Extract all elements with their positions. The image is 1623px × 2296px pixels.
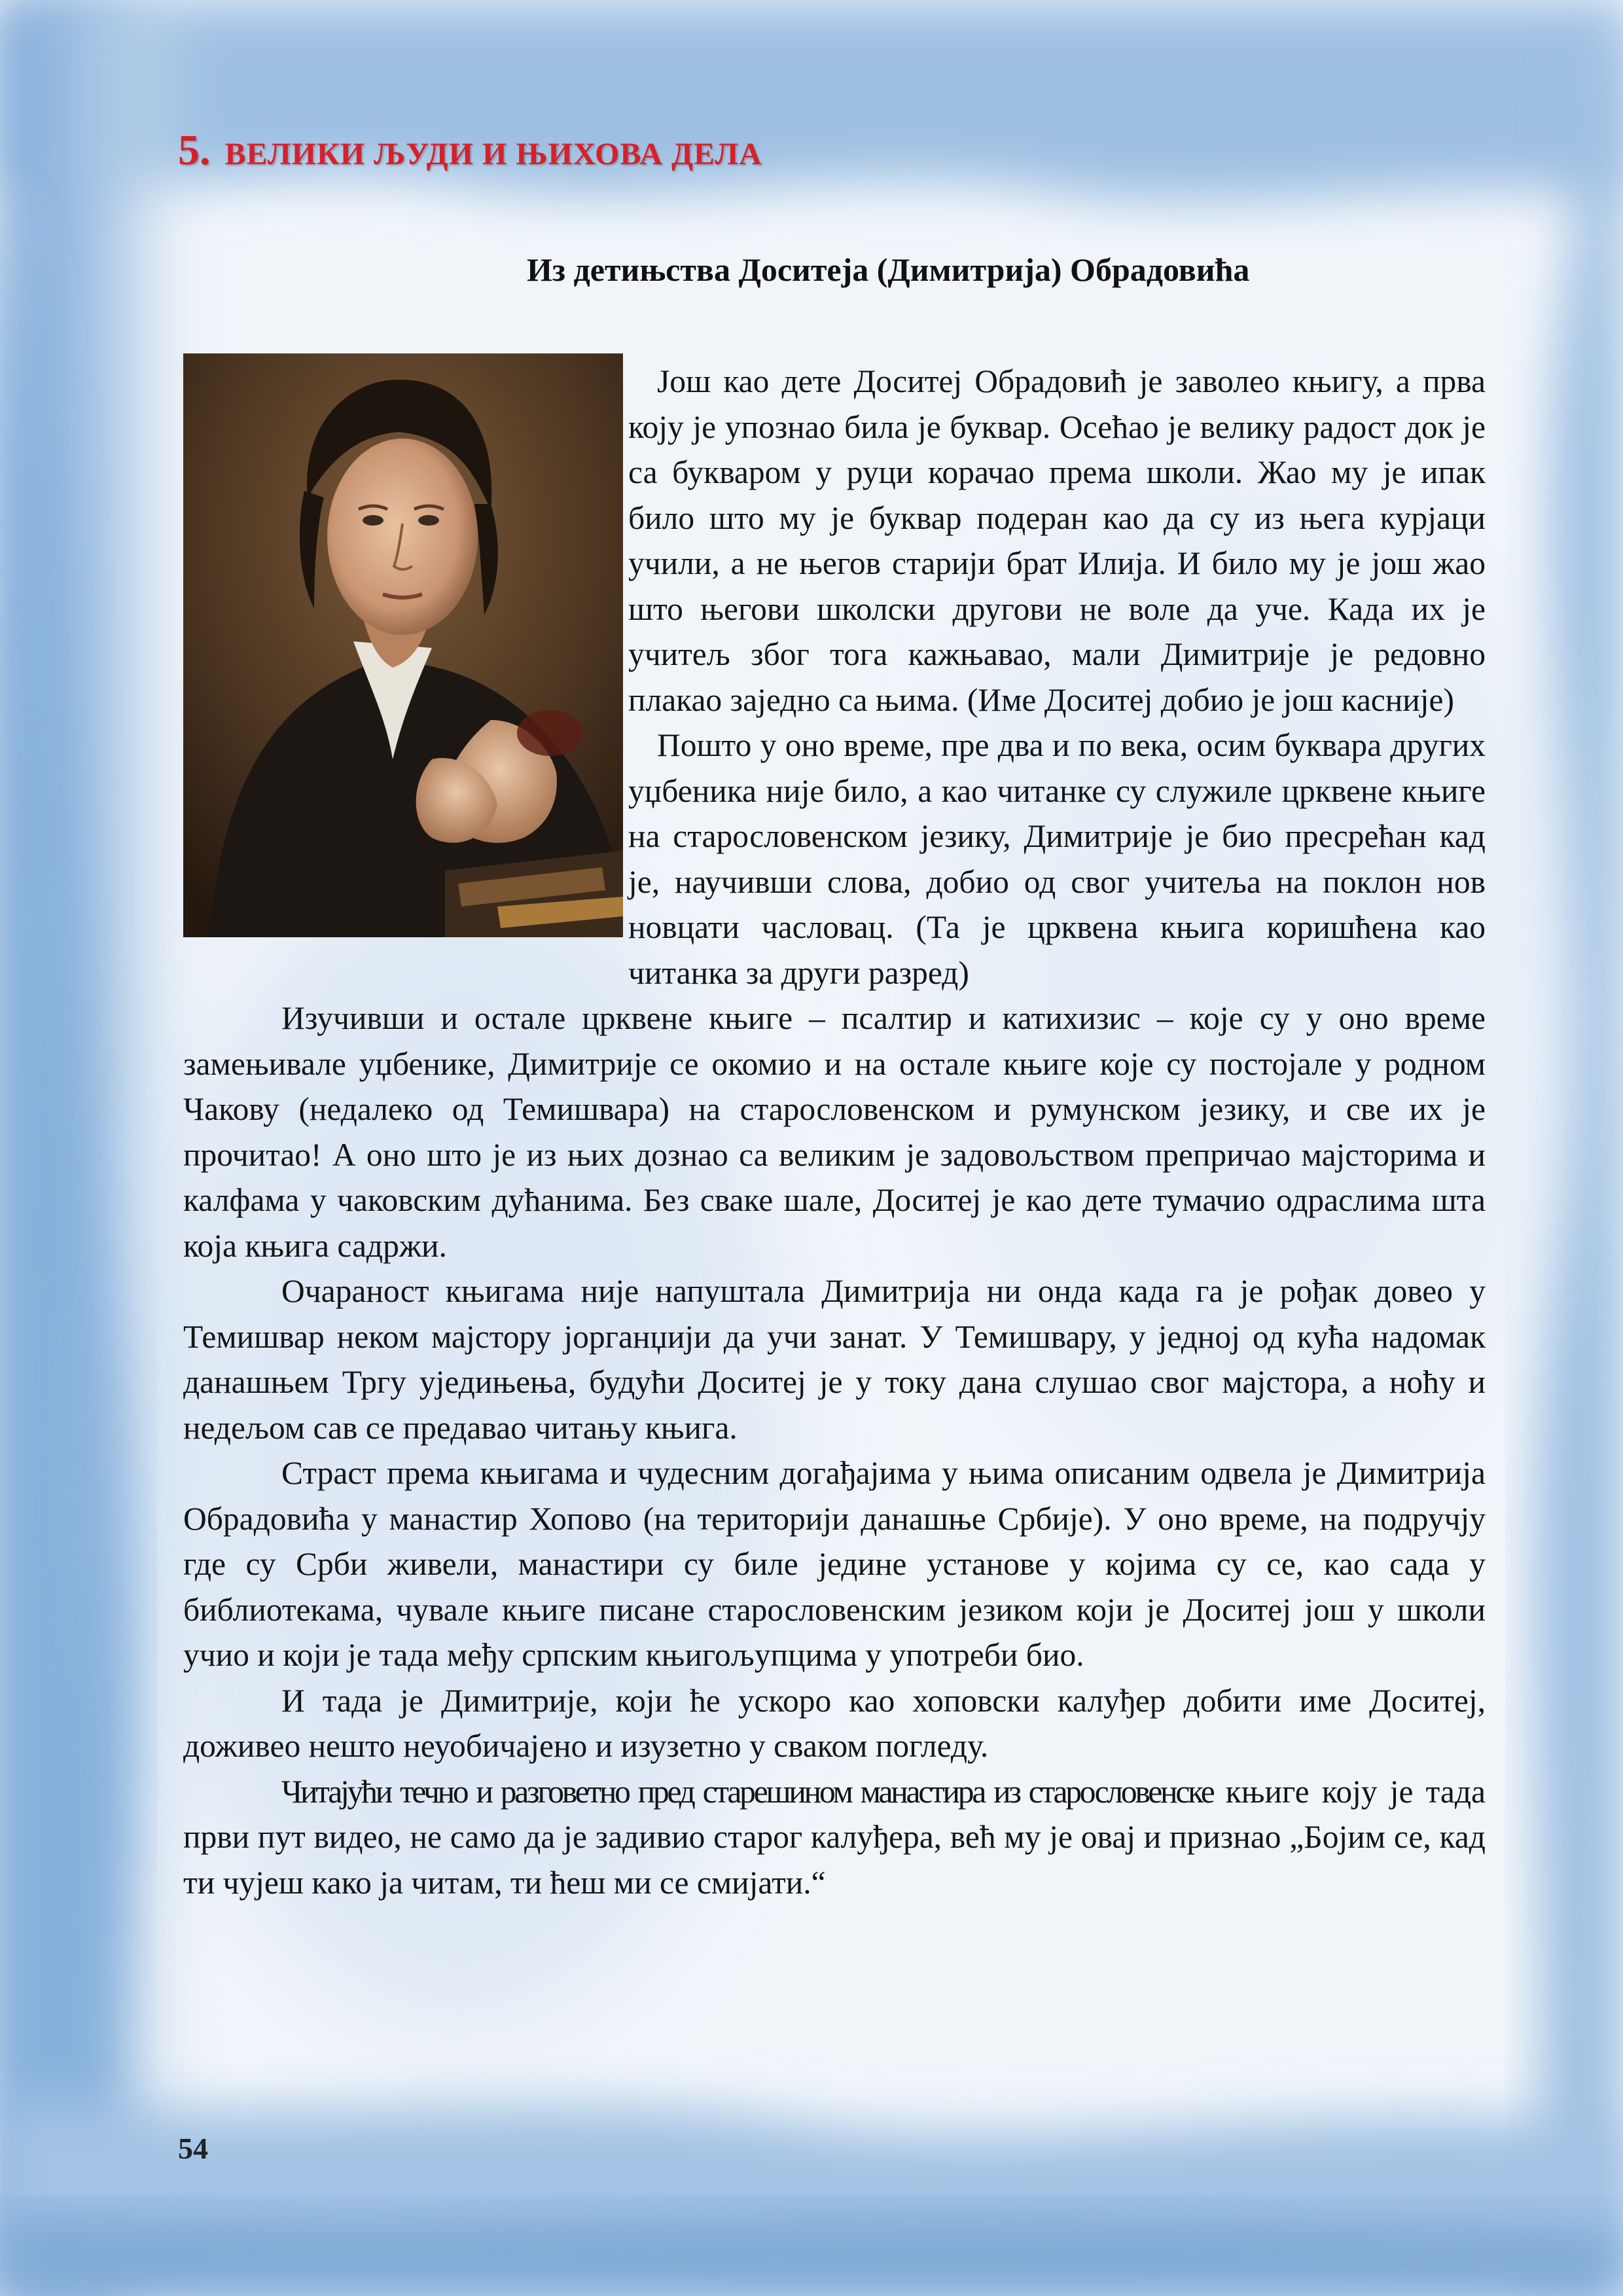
page-number: 54 <box>178 2132 208 2165</box>
story-title: Из детињства Доситеја (Димитрија) Обрадовића <box>527 251 1250 288</box>
paragraph: Још као дете Доситеј Обрадовић је заволео књигу, а прва коју је упознао била је буквар. Осећао је велику радост док је са букваром у руци корачао према школи. Жао му је ипак било што му је буквар подеран као да су из њега курјаци учили, а не његов старији брат Илија. И било му је још жао што његови школски другови не воле да уче. Када их је учитељ због тога кажњавао, мали Димитрије је редовно плакао заједно са њима. (Име Доситеј добио је још касније) <box>628 363 1486 718</box>
paragraph: Очараност књигама није напуштала Димитрија ни онда када га је рођак довео у Темишвар неком мајстору јорганџији да учи занат. У Темишвару, у једној од кућа надомак данашњем Тргу уједињења, будући Доситеј је у току дана слушао свог мајстора, а ноћу и недељом сав се предавао читању књига. <box>183 1273 1486 1446</box>
paragraph: Страст према књигама и чудесним догађајима у њима описаним одвела је Димитрија Обрадовића у манастир Хопово (на територији данашње Србије). У оно време, на подручју где су Срби живели, манастири су биле једине установе у којима су се, као сада у библиотекама, чувале књиге писане старословенским језиком који је Доситеј још у школи учио и који је тада међу српским књигољупцима у употреби био. <box>183 1455 1486 1673</box>
chapter-heading <box>178 126 762 175</box>
paragraph: И тада је Димитрије, који ће ускоро као хоповски калуђер добити име Доситеј, доживео нешто неуобичајено и изузетно у сваком погледу. <box>183 1682 1486 1764</box>
story-body <box>183 359 1486 1905</box>
chapter-title: ВЕЛИКИ ЉУДИ И ЊИХОВА ДЕЛА <box>224 137 762 171</box>
chapter-number: 5. <box>178 126 211 174</box>
paragraph <box>183 1769 1486 1906</box>
paragraph-rest: књиге коју је тада први пут видео, не само да је задивио старог калуђера, већ му је овај и признао „Бојим се, кад ти чујеш како ја читам, ти ћеш ми се смијати.“ <box>183 1773 1486 1901</box>
paragraph: Изучивши и остале црквене књиге – псалтир и катихизис – које су у оно време замењивале уџбенике, Димитрије се окомио и на остале књиге које су постојале у родном Чакову (недалеко од Темишвара) на старословенском и румунском језику, и све их је прочитао! А оно што је из њих дознао са великим је задовољством препричао мајсторима и калфама у чаковским дућанима. Без сваке шале, Доситеј је као дете тумачио одраслима шта која књига садржи. <box>183 1000 1486 1264</box>
portrait-wrap-space <box>183 359 628 982</box>
paragraph: Пошто у оно време, пре два и по века, осим буквара других уџбеника није било, а као читанке су служиле црквене књиге на старословенском језику, Димитрије је био пресрећан кад је, научивши слова, добио од свог учитеља на поклон нов новцати часловац. (Та је црквена књига коришћена као читанка за други разред) <box>628 727 1486 991</box>
paragraph-first-line: Читајући течно и разговетно пред старешином манастира из старословенске <box>281 1773 1213 1810</box>
